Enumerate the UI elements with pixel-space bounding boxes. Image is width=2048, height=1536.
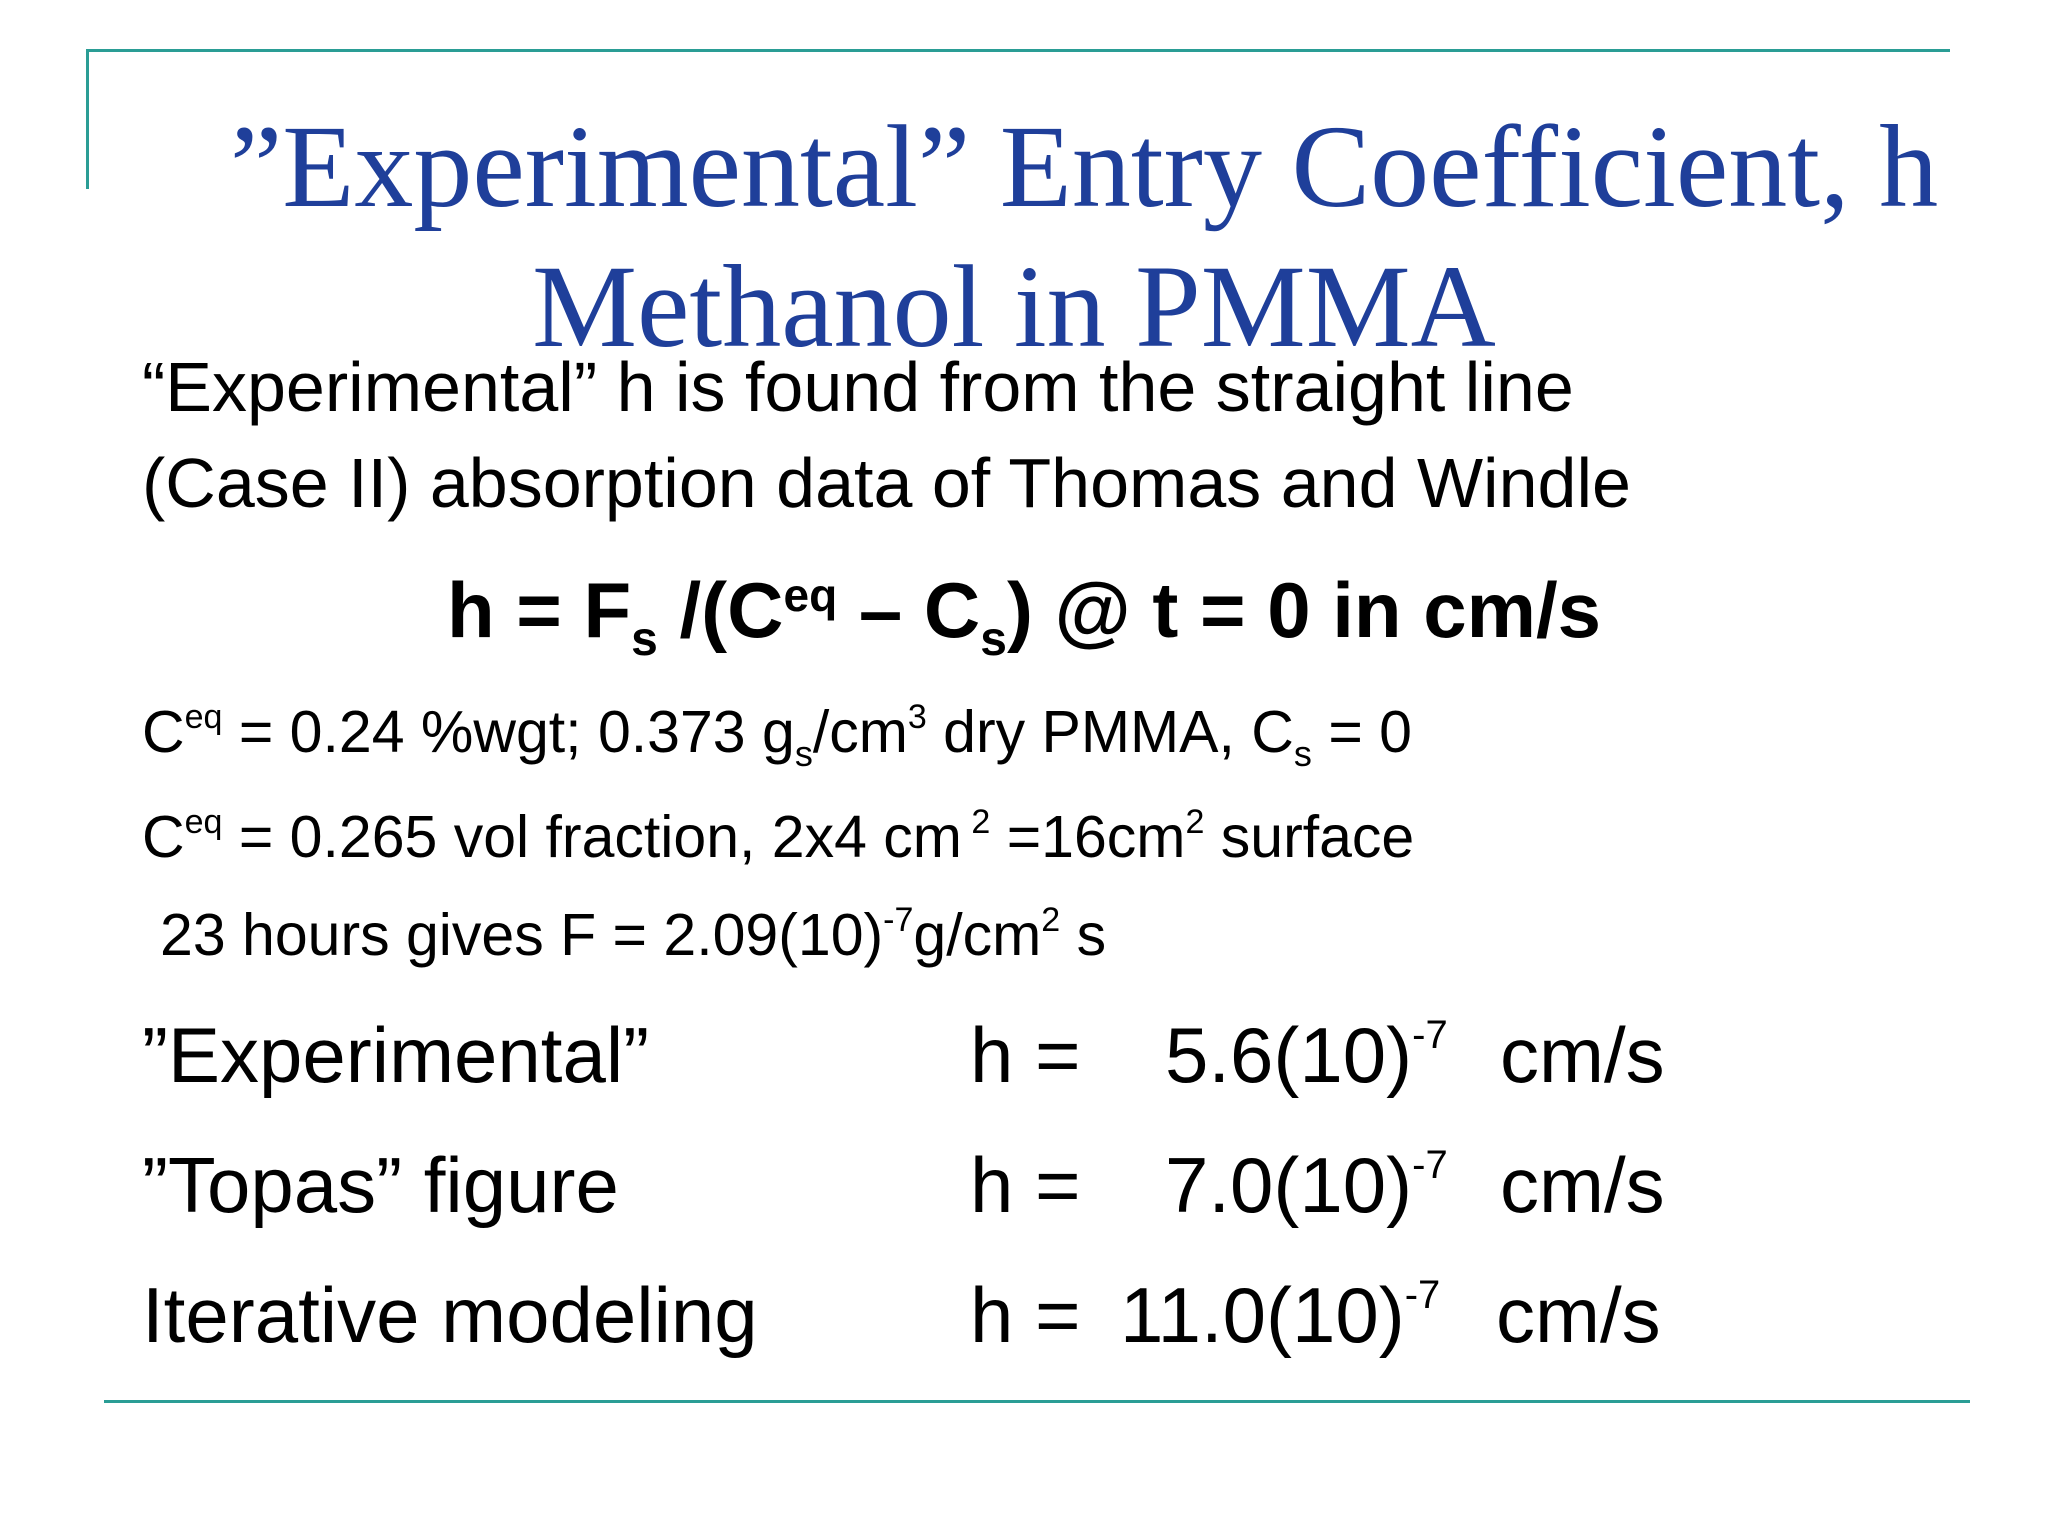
hours-exp-2: 2 — [1041, 901, 1061, 939]
result-h: h = — [970, 1141, 1081, 1229]
result-mantissa: 5.6(10) — [1165, 1011, 1413, 1099]
hours-text-3: s — [1060, 902, 1107, 968]
ceq1-text-1: = 0.24 %wgt; 0.373 g — [222, 699, 795, 765]
ceq2-exp-2: 2 — [1185, 803, 1205, 841]
ceq-line-1 — [142, 698, 1412, 774]
result-h: h = — [970, 1271, 1081, 1359]
result-mantissa: 11.0(10) — [1120, 1271, 1405, 1359]
ceq-line-2 — [142, 803, 1415, 870]
ceq2-eq-sup: eq — [184, 803, 223, 841]
main-equation — [0, 565, 2048, 666]
result-unit: cm/s — [1500, 1011, 1665, 1099]
result-unit: cm/s — [1496, 1271, 1661, 1359]
ceq1-text-2: /cm — [812, 699, 908, 765]
result-value — [1120, 1271, 1441, 1359]
eq-part-4: ) @ t = 0 in cm/s — [1006, 566, 1602, 654]
hours-exp-1: -7 — [883, 901, 914, 939]
eq-sub-s-1: s — [631, 613, 658, 666]
hours-line — [160, 901, 1107, 968]
result-unit: cm/s — [1500, 1141, 1665, 1229]
hours-text-2: g/cm — [913, 902, 1042, 968]
eq-part-3: – C — [837, 566, 981, 654]
ceq1-c: C — [142, 699, 185, 765]
result-mantissa: 7.0(10) — [1165, 1141, 1413, 1229]
ceq2-text-3: surface — [1204, 804, 1415, 870]
eq-sub-s-2: s — [980, 613, 1007, 666]
result-label: ”Topas” figure — [142, 1141, 619, 1229]
ceq1-eq-sup: eq — [184, 698, 223, 736]
ceq1-sub-s-2: s — [1293, 733, 1312, 774]
eq-part-1: h = F — [446, 566, 632, 654]
hours-text-1: 23 hours gives F = 2.09(10) — [160, 902, 884, 968]
top-rule — [86, 49, 1950, 52]
ceq2-text-1: = 0.265 vol fraction, 2x4 cm — [222, 804, 962, 870]
result-label: ”Experimental” — [142, 1011, 650, 1099]
ceq1-text-4: = 0 — [1311, 699, 1412, 765]
result-h: h = — [970, 1011, 1081, 1099]
result-value — [1165, 1141, 1448, 1229]
result-exponent: -7 — [1412, 1013, 1448, 1057]
ceq2-c: C — [142, 804, 185, 870]
eq-part-2: /(C — [657, 566, 784, 654]
ceq2-exp-1: 2 — [961, 803, 991, 841]
ceq2-text-2: =16cm — [990, 804, 1186, 870]
result-exponent: -7 — [1404, 1273, 1441, 1317]
intro-line-1: “Experimental” h is found from the straight line — [142, 348, 1574, 426]
eq-sup-eq: eq — [783, 569, 838, 621]
ceq1-text-3: dry PMMA, C — [926, 699, 1294, 765]
ceq1-exp-3: 3 — [907, 698, 927, 736]
result-label: Iterative modeling — [142, 1271, 758, 1359]
result-exponent: -7 — [1412, 1143, 1448, 1187]
bottom-rule — [104, 1400, 1970, 1403]
ceq1-sub-s: s — [794, 733, 813, 774]
slide-title-line-1: ”Experimental” Entry Coefficient, h — [229, 101, 1939, 232]
result-value — [1165, 1011, 1448, 1099]
slide-title-line-2: Methanol in PMMA — [532, 241, 1496, 372]
intro-line-2: (Case II) absorption data of Thomas and Windle — [142, 444, 1631, 522]
